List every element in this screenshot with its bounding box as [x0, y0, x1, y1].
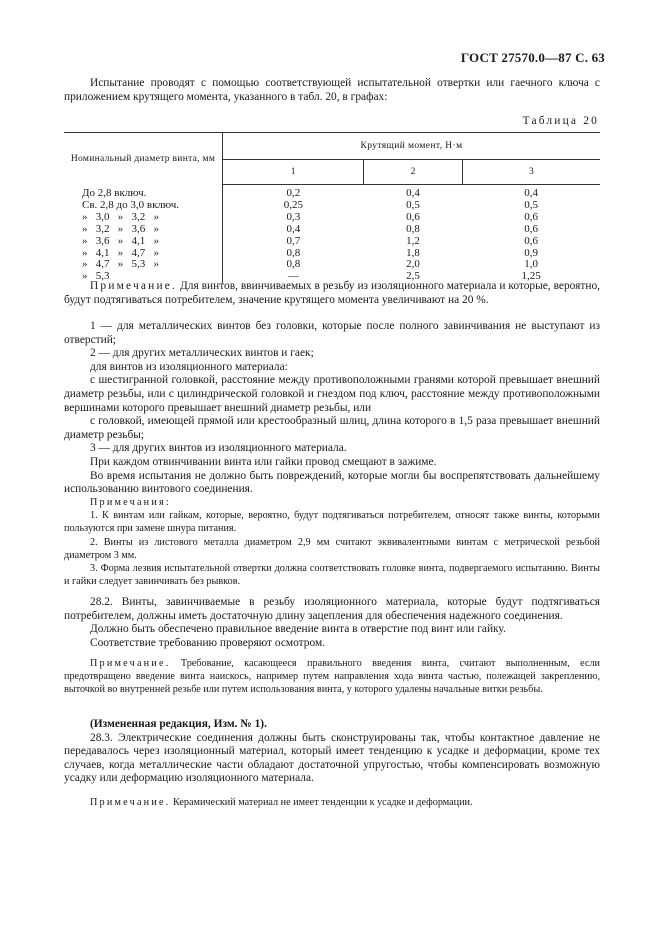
table-row: До 2,8 включ. 0,2 0,4 0,4 [64, 185, 600, 200]
note-3: Примечание. Керамический материал не имеет тенденции к усадке и деформации. [90, 797, 473, 808]
section-28-2: 28.2. Винты, завинчиваемые в резьбу изоляционного материала, которые будут подтягиваться потребителем, должны иметь достаточную длину зацепления для обеспечения надежного соединения. Должно быть обеспечено правильное введение винта в отверстие под винт или гайку. Соответствие требованию проверяют осмотром. [64, 596, 600, 649]
note-label: Примечание. [90, 280, 178, 292]
amendment-note: (Измененная редакция, Изм. № 1). [90, 718, 267, 730]
notes-label: Примечания: [90, 497, 171, 508]
list-item: Во время испытания не должно быть повреждений, которые могли бы воспрепятствовать дальнейшему использованию винтового соединения. [64, 469, 600, 496]
table-caption: Таблица 20 [522, 115, 599, 127]
list-block [64, 320, 600, 497]
note-2: Примечание. Требование, касающееся правильного введения винта, считают выполненным, если предотвращено введение винта наискось, например путем направления хода винта частью, полежащей закреплению, выточкой во внутренней резьбе или путем использования винта, у которого удалены начальные витки резьбы. [64, 658, 600, 696]
note-1: Примечание. Для винтов, ввинчиваемых в резьбу из изоляционного материала и которые, вероятно, будут подтягиваться потребителем, значение крутящего момента увеличивают на 20 %. [64, 280, 600, 306]
intro-paragraph: Испытание проводят с помощью соответствующей испытательной отвертки или гаечного ключа с приложением крутящего момента, указанного в табл. 20, в графах: [64, 77, 600, 103]
note-item: 1. К винтам или гайкам, которые, вероятно, будут подтягиваться потребителем, относят также винты, которыми пользуются при замене шнура питания. [64, 510, 600, 535]
table-row: » 4,7 » 5,3 » 0,8 2,0 1,0 [64, 259, 600, 271]
table-row: » 4,1 » 4,7 » 0,8 1,8 0,9 [64, 248, 600, 260]
list-item: для винтов из изоляционного материала: [90, 360, 288, 373]
list-item: с головкой, имеющей прямой или крестообразный шлиц, длина которого в 1,5 раза превышает внешний диаметр резьбы; [64, 415, 600, 441]
table-row: Св. 2,8 до 3,0 включ. 0,25 0,5 0,5 [64, 200, 600, 212]
sub-col-1: 1 [223, 160, 364, 185]
note-label: Примечание. [90, 797, 171, 808]
col-header-torque: Крутящий момент, Н·м [223, 133, 601, 160]
table-row: » 3,0 » 3,2 » 0,3 0,6 0,6 [64, 212, 600, 224]
sub-col-2: 2 [364, 160, 462, 185]
section-28-3: (Измененная редакция, Изм. № 1). 28.3. Электрические соединения должны быть сконструированы так, чтобы контактное давление не передавалось через изоляционный материал, который имеет тенденцию к усадке и деформации, кроме тех случаев, когда металлические части обладают достаточной упругостью, чтобы компенсировать возможную усадку или деформацию изоляционного материала. [64, 718, 600, 785]
table-row: » 3,6 » 4,1 » 0,7 1,2 0,6 [64, 236, 600, 248]
col-header-diameter: Номинальный диаметр винта, мм [64, 133, 223, 185]
list-item: с шестигранной головкой, расстояние между противоположными гранями которой превышает внешний диаметр резьбы, или с цилиндрической головкой и гнездом под ключ, расстояние между противоположными вершинами которого превышает внешний диаметр резьбы, или [64, 374, 600, 414]
page-header: ГОСТ 27570.0—87 С. 63 [460, 50, 605, 65]
torque-table [64, 132, 600, 283]
note-label: Примечание. [90, 658, 171, 669]
list-item: 1 — для металлических винтов без головки, которые после полного завинчивания не выступают из отверстий; [64, 320, 600, 346]
note-item: 3. Форма лезвия испытательной отвертки должна соответствовать головке винта, подвергаемого испытанию. Винты и гайки следует завинчивать без рывков. [64, 563, 600, 588]
list-item: При каждом отвинчивании винта или гайки провод смещают в зажиме. [90, 455, 437, 468]
list-item: 2 — для других металлических винтов и гаек; [90, 347, 314, 360]
note-item: 2. Винты из листового металла диаметром 2,9 мм считают эквивалентными винтам с метрической резьбой диаметром 3 мм. [64, 536, 600, 561]
sub-col-3: 3 [462, 160, 600, 185]
table-row: » 3,2 » 3,6 » 0,4 0,8 0,6 [64, 224, 600, 236]
table-row: » 5,3 — 2,5 1,25 [64, 271, 600, 283]
notes-block [64, 496, 600, 588]
list-item: 3 — для других винтов из изоляционного материала. [90, 442, 347, 455]
